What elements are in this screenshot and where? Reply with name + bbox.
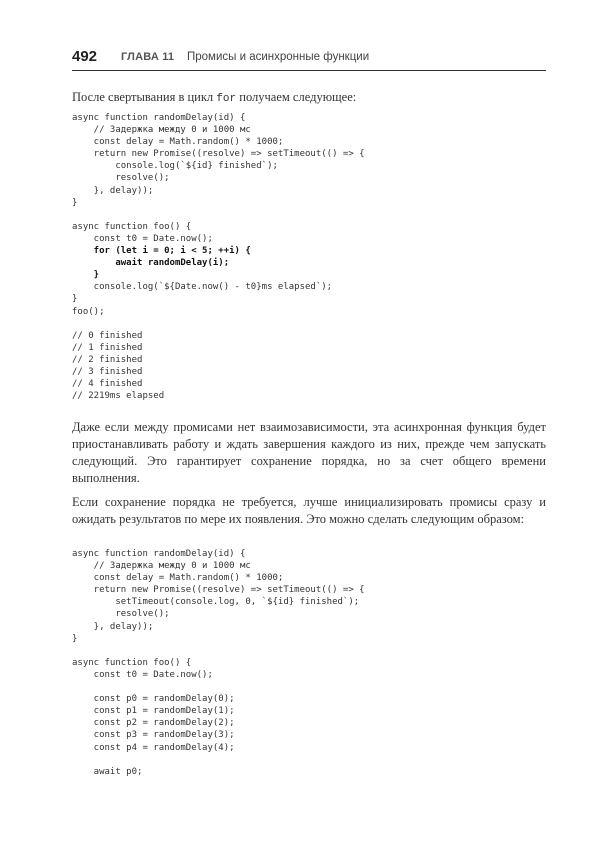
code-line: // 2 finished (72, 354, 143, 365)
code-line: }, delay)); (72, 185, 154, 196)
code-line: resolve(); (72, 609, 170, 620)
code-line: console.log(`${id} finished`); (72, 161, 278, 172)
code-line: const p2 = randomDelay(2); (72, 718, 235, 729)
code-line: const t0 = Date.now(); (72, 669, 213, 680)
code-line (72, 645, 365, 657)
code-line: const p1 = randomDelay(1); (72, 706, 235, 717)
code-line: async function foo() { (72, 657, 192, 668)
code-line: return new Promise((resolve) => setTimeout(() => { (72, 149, 365, 160)
code-line (72, 754, 365, 766)
running-header (72, 48, 546, 71)
chapter-label: ГЛАВА 11 (121, 51, 175, 63)
code-line: // 1 finished (72, 342, 143, 353)
code-line: setTimeout(console.log, 0, `${id} finished`); (72, 597, 360, 608)
code-line: } (72, 197, 78, 208)
code-line (72, 209, 365, 221)
code-line: resolve(); (72, 173, 170, 184)
code-line: // 2219ms elapsed (72, 391, 165, 402)
code-line: const p0 = randomDelay(0); (72, 694, 235, 705)
code-line: const t0 = Date.now(); (72, 233, 213, 244)
paragraph-parallel-intro: Если сохранение порядка не требуется, лучше инициализировать промисы сразу и ожидать результатов по мере их появления. Это можно сделать следующим образом: (72, 495, 546, 526)
code-listing-sequential (72, 112, 365, 402)
code-line: async function foo() { (72, 221, 192, 232)
code-listing-parallel (72, 548, 365, 778)
code-line: for (let i = 0; i < 5; ++i) { (72, 246, 251, 257)
intro-text-after: получаем следующее: (236, 90, 357, 104)
code-line (72, 681, 365, 693)
code-line: // Задержка между 0 и 1000 мс (72, 561, 251, 572)
code-line: async function randomDelay(id) { (72, 113, 246, 123)
page-number: 492 (72, 48, 98, 65)
code-line: foo(); (72, 306, 105, 317)
code-line: // Задержка между 0 и 1000 мс (72, 125, 251, 136)
code-line: await randomDelay(i); (72, 258, 230, 269)
intro-text-before: После свертывания в цикл (72, 90, 217, 104)
code-line: const p4 = randomDelay(4); (72, 742, 235, 753)
code-line: console.log(`${Date.now() - t0}ms elapsed`); (72, 282, 333, 293)
chapter-title: Промисы и асинхронные функции (187, 50, 370, 63)
code-line: } (72, 294, 78, 305)
code-line: const delay = Math.random() * 1000; (72, 137, 284, 148)
code-line: }, delay)); (72, 621, 154, 632)
inline-code-for: for (216, 93, 237, 105)
paragraph-sequential-explanation: Даже если между промисами нет взаимозависимости, эта асинхронная функция будет приостанавливать работу и ждать завершения каждого из них, прежде чем запускать следующий. Это гарантирует сохранение порядка, но за счет общего времени выполнения. (72, 420, 546, 485)
intro-paragraph (72, 89, 546, 108)
code-line: // 0 finished (72, 330, 143, 341)
code-line: const delay = Math.random() * 1000; (72, 573, 284, 584)
code-line: } (72, 270, 100, 281)
code-line: const p3 = randomDelay(3); (72, 730, 235, 741)
code-line: return new Promise((resolve) => setTimeout(() => { (72, 585, 365, 596)
code-line: await p0; (72, 766, 143, 777)
code-line (72, 318, 365, 330)
code-line: // 3 finished (72, 366, 143, 377)
code-line: async function randomDelay(id) { (72, 549, 246, 559)
code-line: // 4 finished (72, 379, 143, 390)
code-line: } (72, 633, 78, 644)
